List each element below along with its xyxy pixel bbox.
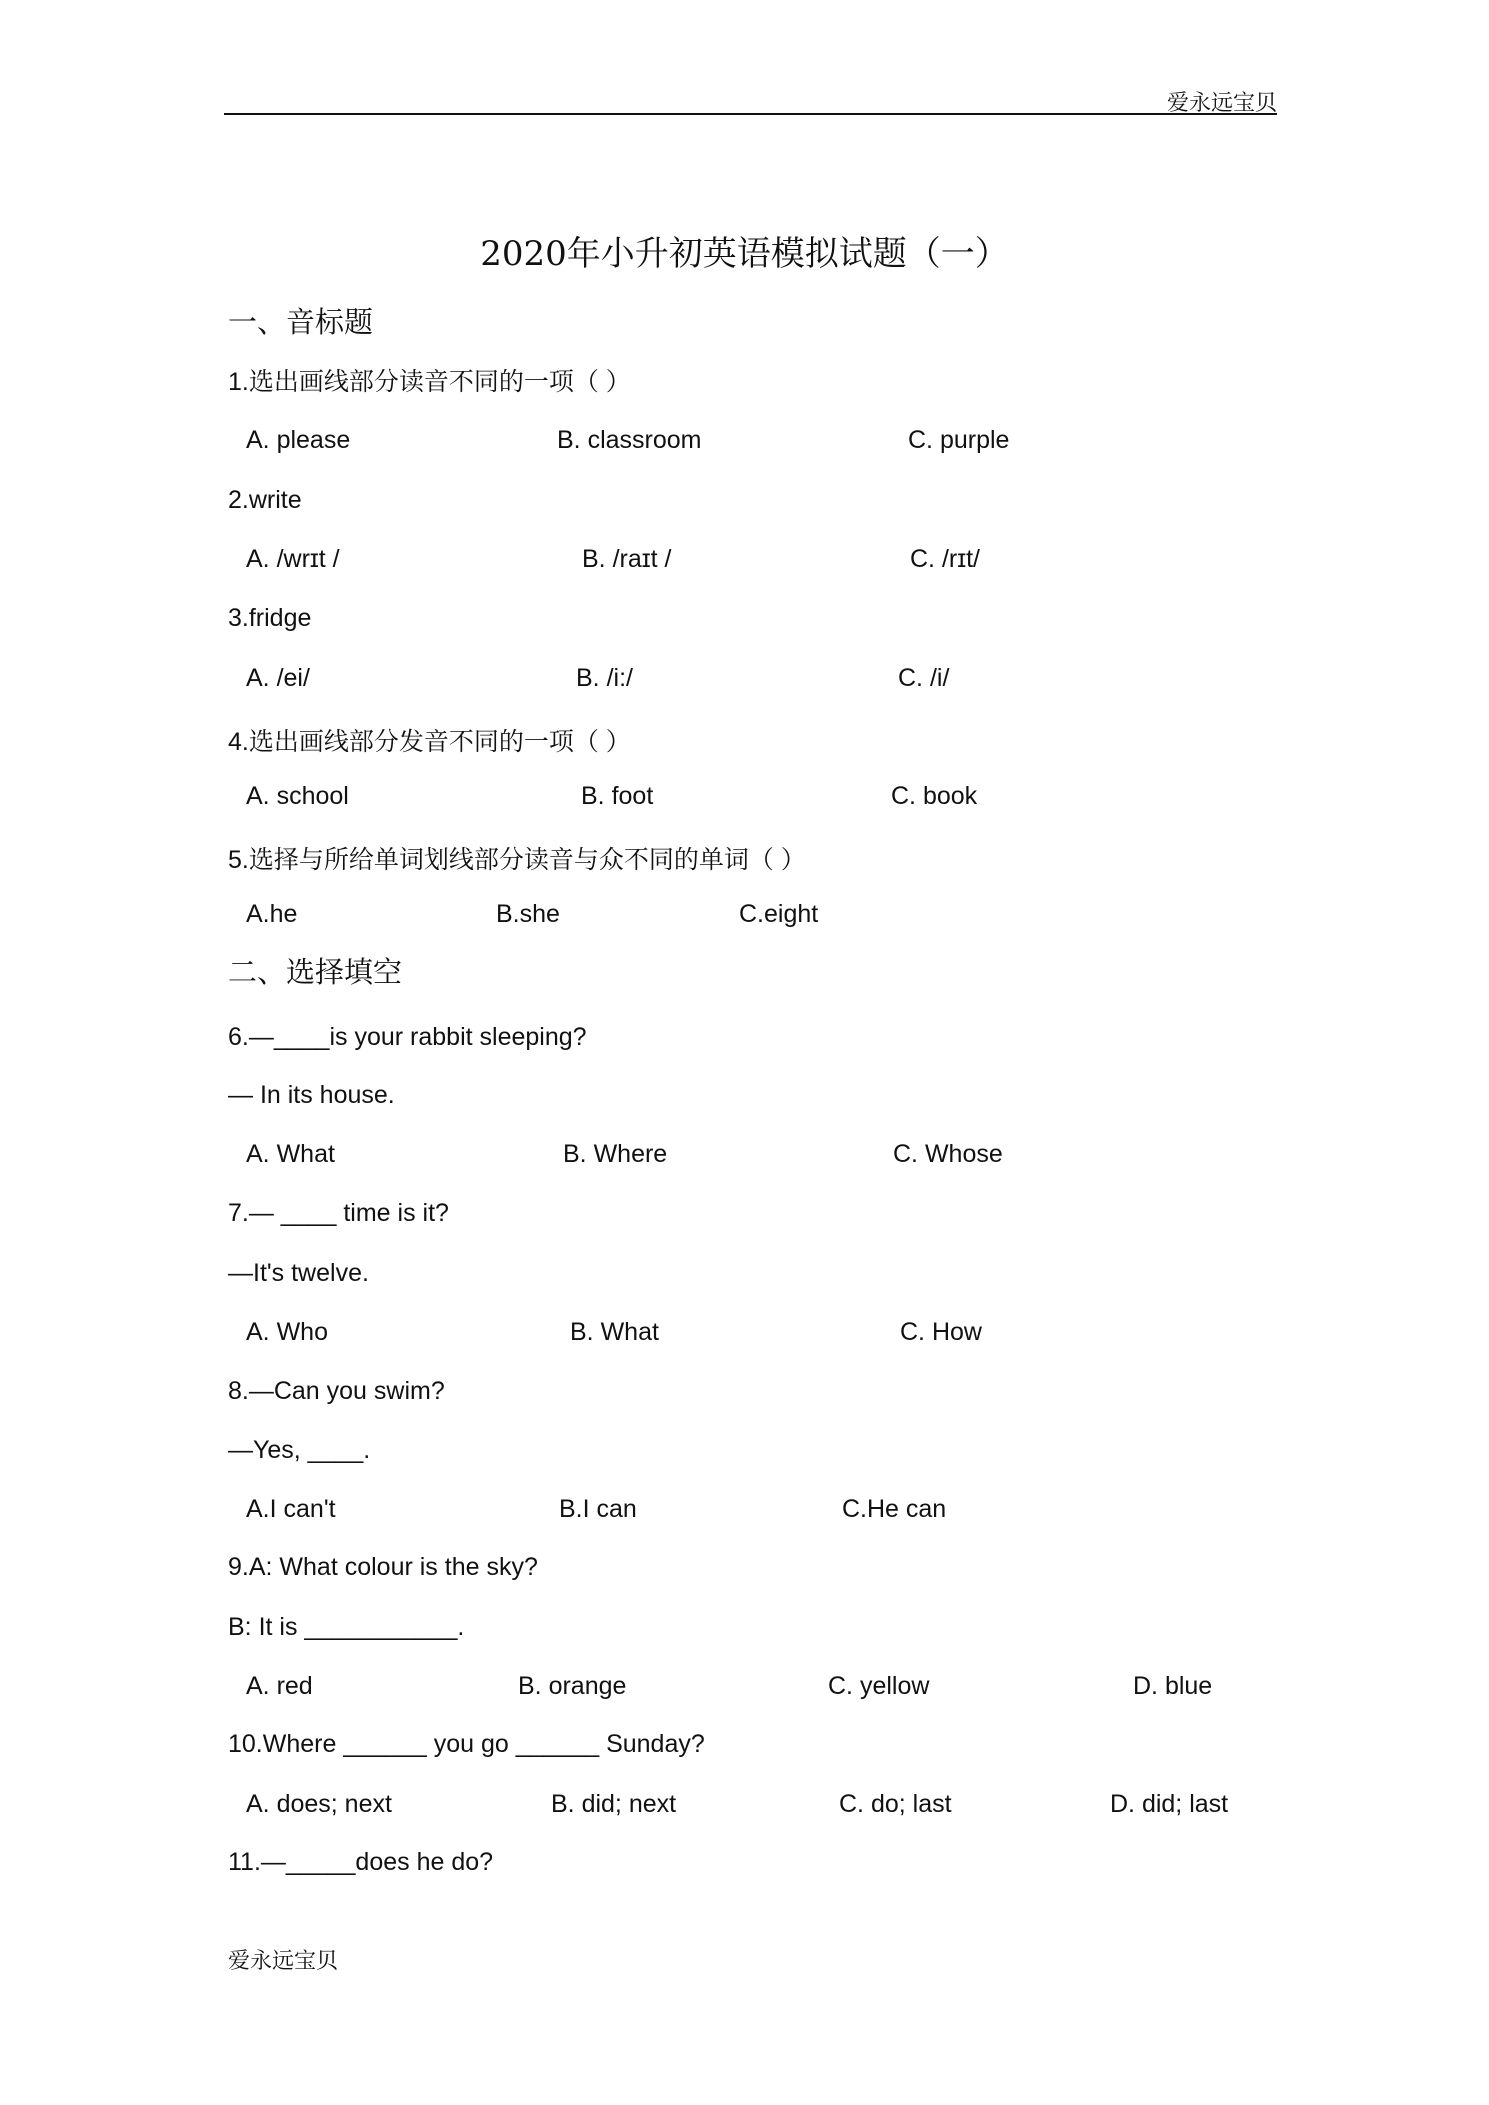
question-8-option-a: A.I can't [246, 1495, 336, 1523]
question-9-reply: B: It is ___________. [228, 1613, 465, 1641]
question-2-option-c: C. /rɪt/ [910, 545, 981, 573]
question-6-option-a: A. What [246, 1140, 335, 1168]
question-7-option-a: A. Who [246, 1318, 328, 1346]
section-heading-phonetics: 一、音标题 [228, 305, 374, 339]
question-4-stem: 4.选出画线部分发音不同的一项（ ） [228, 728, 631, 756]
question-8-option-c: C.He can [842, 1495, 947, 1523]
question-10-option-b: B. did; next [551, 1790, 677, 1818]
question-7-stem: 7.— ____ time is it? [228, 1199, 449, 1227]
question-3-option-c: C. /i/ [898, 664, 950, 692]
question-9-stem: 9.A: What colour is the sky? [228, 1553, 538, 1581]
question-8-option-b: B.I can [559, 1495, 637, 1523]
page-header-text: 爱永远宝贝 [1166, 91, 1277, 116]
question-5-stem: 5.选择与所给单词划线部分读音与众不同的单词（ ） [228, 846, 806, 874]
question-10-stem: 10.Where ______ you go ______ Sunday? [228, 1730, 705, 1758]
question-8-reply: —Yes, ____. [228, 1436, 371, 1464]
question-10-option-d: D. did; last [1110, 1790, 1229, 1818]
question-3-option-a: A. /ei/ [246, 664, 310, 692]
question-5-option-a: A.he [246, 900, 298, 928]
question-4-option-c: C. book [891, 782, 978, 810]
question-9-option-b: B. orange [518, 1672, 627, 1700]
question-2-option-a: A. /wrɪt / [246, 545, 340, 573]
question-9-option-c: C. yellow [828, 1672, 930, 1700]
question-7-option-b: B. What [570, 1318, 659, 1346]
question-2-stem: 2.write [228, 486, 302, 514]
question-9-option-a: A. red [246, 1672, 313, 1700]
question-10-option-a: A. does; next [246, 1790, 392, 1818]
question-7-option-c: C. How [900, 1318, 982, 1346]
header-rule [224, 113, 1277, 115]
question-9-option-d: D. blue [1133, 1672, 1213, 1700]
question-6-option-c: C. Whose [893, 1140, 1003, 1168]
question-1-stem: 1.选出画线部分读音不同的一项（ ） [228, 368, 631, 396]
question-6-option-b: B. Where [563, 1140, 668, 1168]
question-3-option-b: B. /i:/ [576, 664, 633, 692]
question-11-stem: 11.—_____does he do? [228, 1848, 494, 1876]
section-heading-multiple-choice: 二、选择填空 [228, 955, 403, 989]
question-3-stem: 3.fridge [228, 604, 312, 632]
question-10-option-c: C. do; last [839, 1790, 952, 1818]
page-footer-text: 爱永远宝贝 [228, 1949, 339, 1974]
question-7-reply: —It's twelve. [228, 1259, 369, 1287]
question-4-option-b: B. foot [581, 782, 654, 810]
question-1-option-a: A. please [246, 426, 351, 454]
question-1-option-b: B. classroom [557, 426, 702, 454]
question-1-option-c: C. purple [908, 426, 1010, 454]
question-6-reply: — In its house. [228, 1081, 395, 1109]
question-5-option-c: C.eight [739, 900, 819, 928]
page-title: 2020年小升初英语模拟试题（一） [480, 234, 1009, 274]
question-6-stem: 6.—____is your rabbit sleeping? [228, 1023, 587, 1051]
question-2-option-b: B. /raɪt / [582, 545, 672, 573]
question-4-option-a: A. school [246, 782, 349, 810]
question-8-stem: 8.—Can you swim? [228, 1377, 445, 1405]
question-5-option-b: B.she [496, 900, 560, 928]
